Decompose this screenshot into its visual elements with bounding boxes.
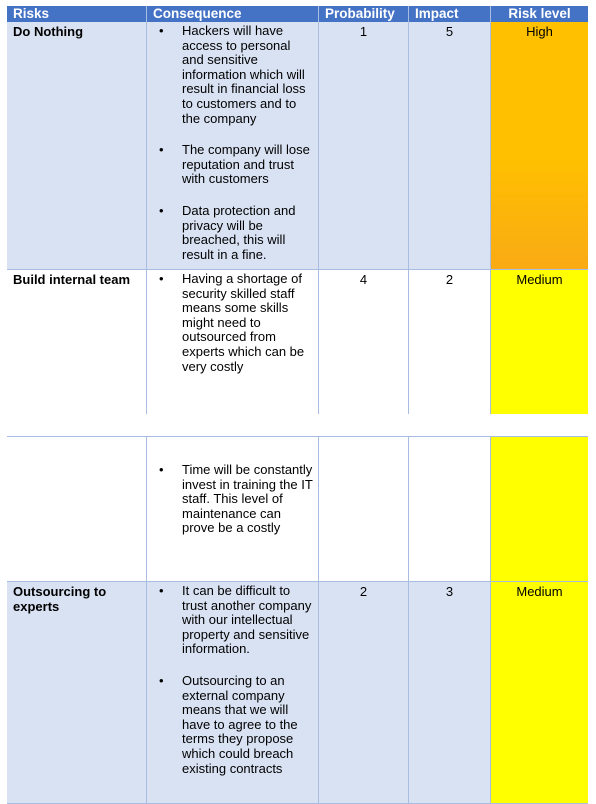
consequence-item: • Time will be constantly invest in training the IT staff. This level of maintenance can prove be a costly (147, 463, 318, 536)
risk-table (7, 6, 588, 804)
probability-value: 4 (318, 270, 408, 414)
consequence-cell (146, 270, 318, 414)
table-row (7, 270, 588, 414)
impact-value: 5 (408, 22, 490, 269)
table-header-row (7, 6, 588, 22)
probability-value: 1 (318, 22, 408, 269)
risk-level-badge: High (490, 22, 588, 269)
impact-empty (408, 437, 490, 581)
consequence-cell (146, 22, 318, 269)
consequence-item: • The company will lose reputation and trust with customers (147, 143, 318, 187)
header-risks: Risks (13, 6, 50, 21)
risk-name: Do Nothing (7, 22, 146, 269)
risk-level-badge: Medium (490, 270, 588, 414)
consequence-cell (146, 582, 318, 803)
risk-name: Outsourcing to experts (7, 582, 146, 803)
consequence-item: • It can be difficult to trust another company with our intellectual property and sensitive information. (147, 584, 318, 657)
probability-value: 2 (318, 582, 408, 803)
header-probability: Probability (318, 6, 408, 22)
consequence-item: • Having a shortage of security skilled staff means some skills might need to outsourced from experts which can be very costly (147, 272, 318, 374)
risk-level-badge: Medium (490, 582, 588, 803)
consequence-list (147, 584, 318, 776)
risk-name-empty (7, 437, 146, 581)
impact-value: 2 (408, 270, 490, 414)
probability-empty (318, 437, 408, 581)
header-consequence: Consequence (146, 6, 318, 22)
consequence-list (147, 272, 318, 374)
header-risk-level: Risk level (490, 6, 588, 22)
consequence-item: • Outsourcing to an external company means that we will have to agree to the terms they propose which could breach existing contracts (147, 674, 318, 776)
table-row (7, 582, 588, 804)
consequence-list (147, 24, 318, 262)
risk-level-fill (490, 437, 588, 581)
page-break-gap (7, 414, 588, 436)
consequence-cell (146, 437, 318, 581)
risk-name: Build internal team (7, 270, 146, 414)
table-row (7, 22, 588, 270)
table-row-continuation (7, 436, 588, 582)
consequence-item: • Data protection and privacy will be breached, this will result in a fine. (147, 204, 318, 262)
header-impact: Impact (408, 6, 490, 22)
consequence-item: • Hackers will have access to personal and sensitive information which will result in financial loss to customers and to the company (147, 24, 318, 126)
impact-value: 3 (408, 582, 490, 803)
consequence-list (147, 463, 318, 536)
